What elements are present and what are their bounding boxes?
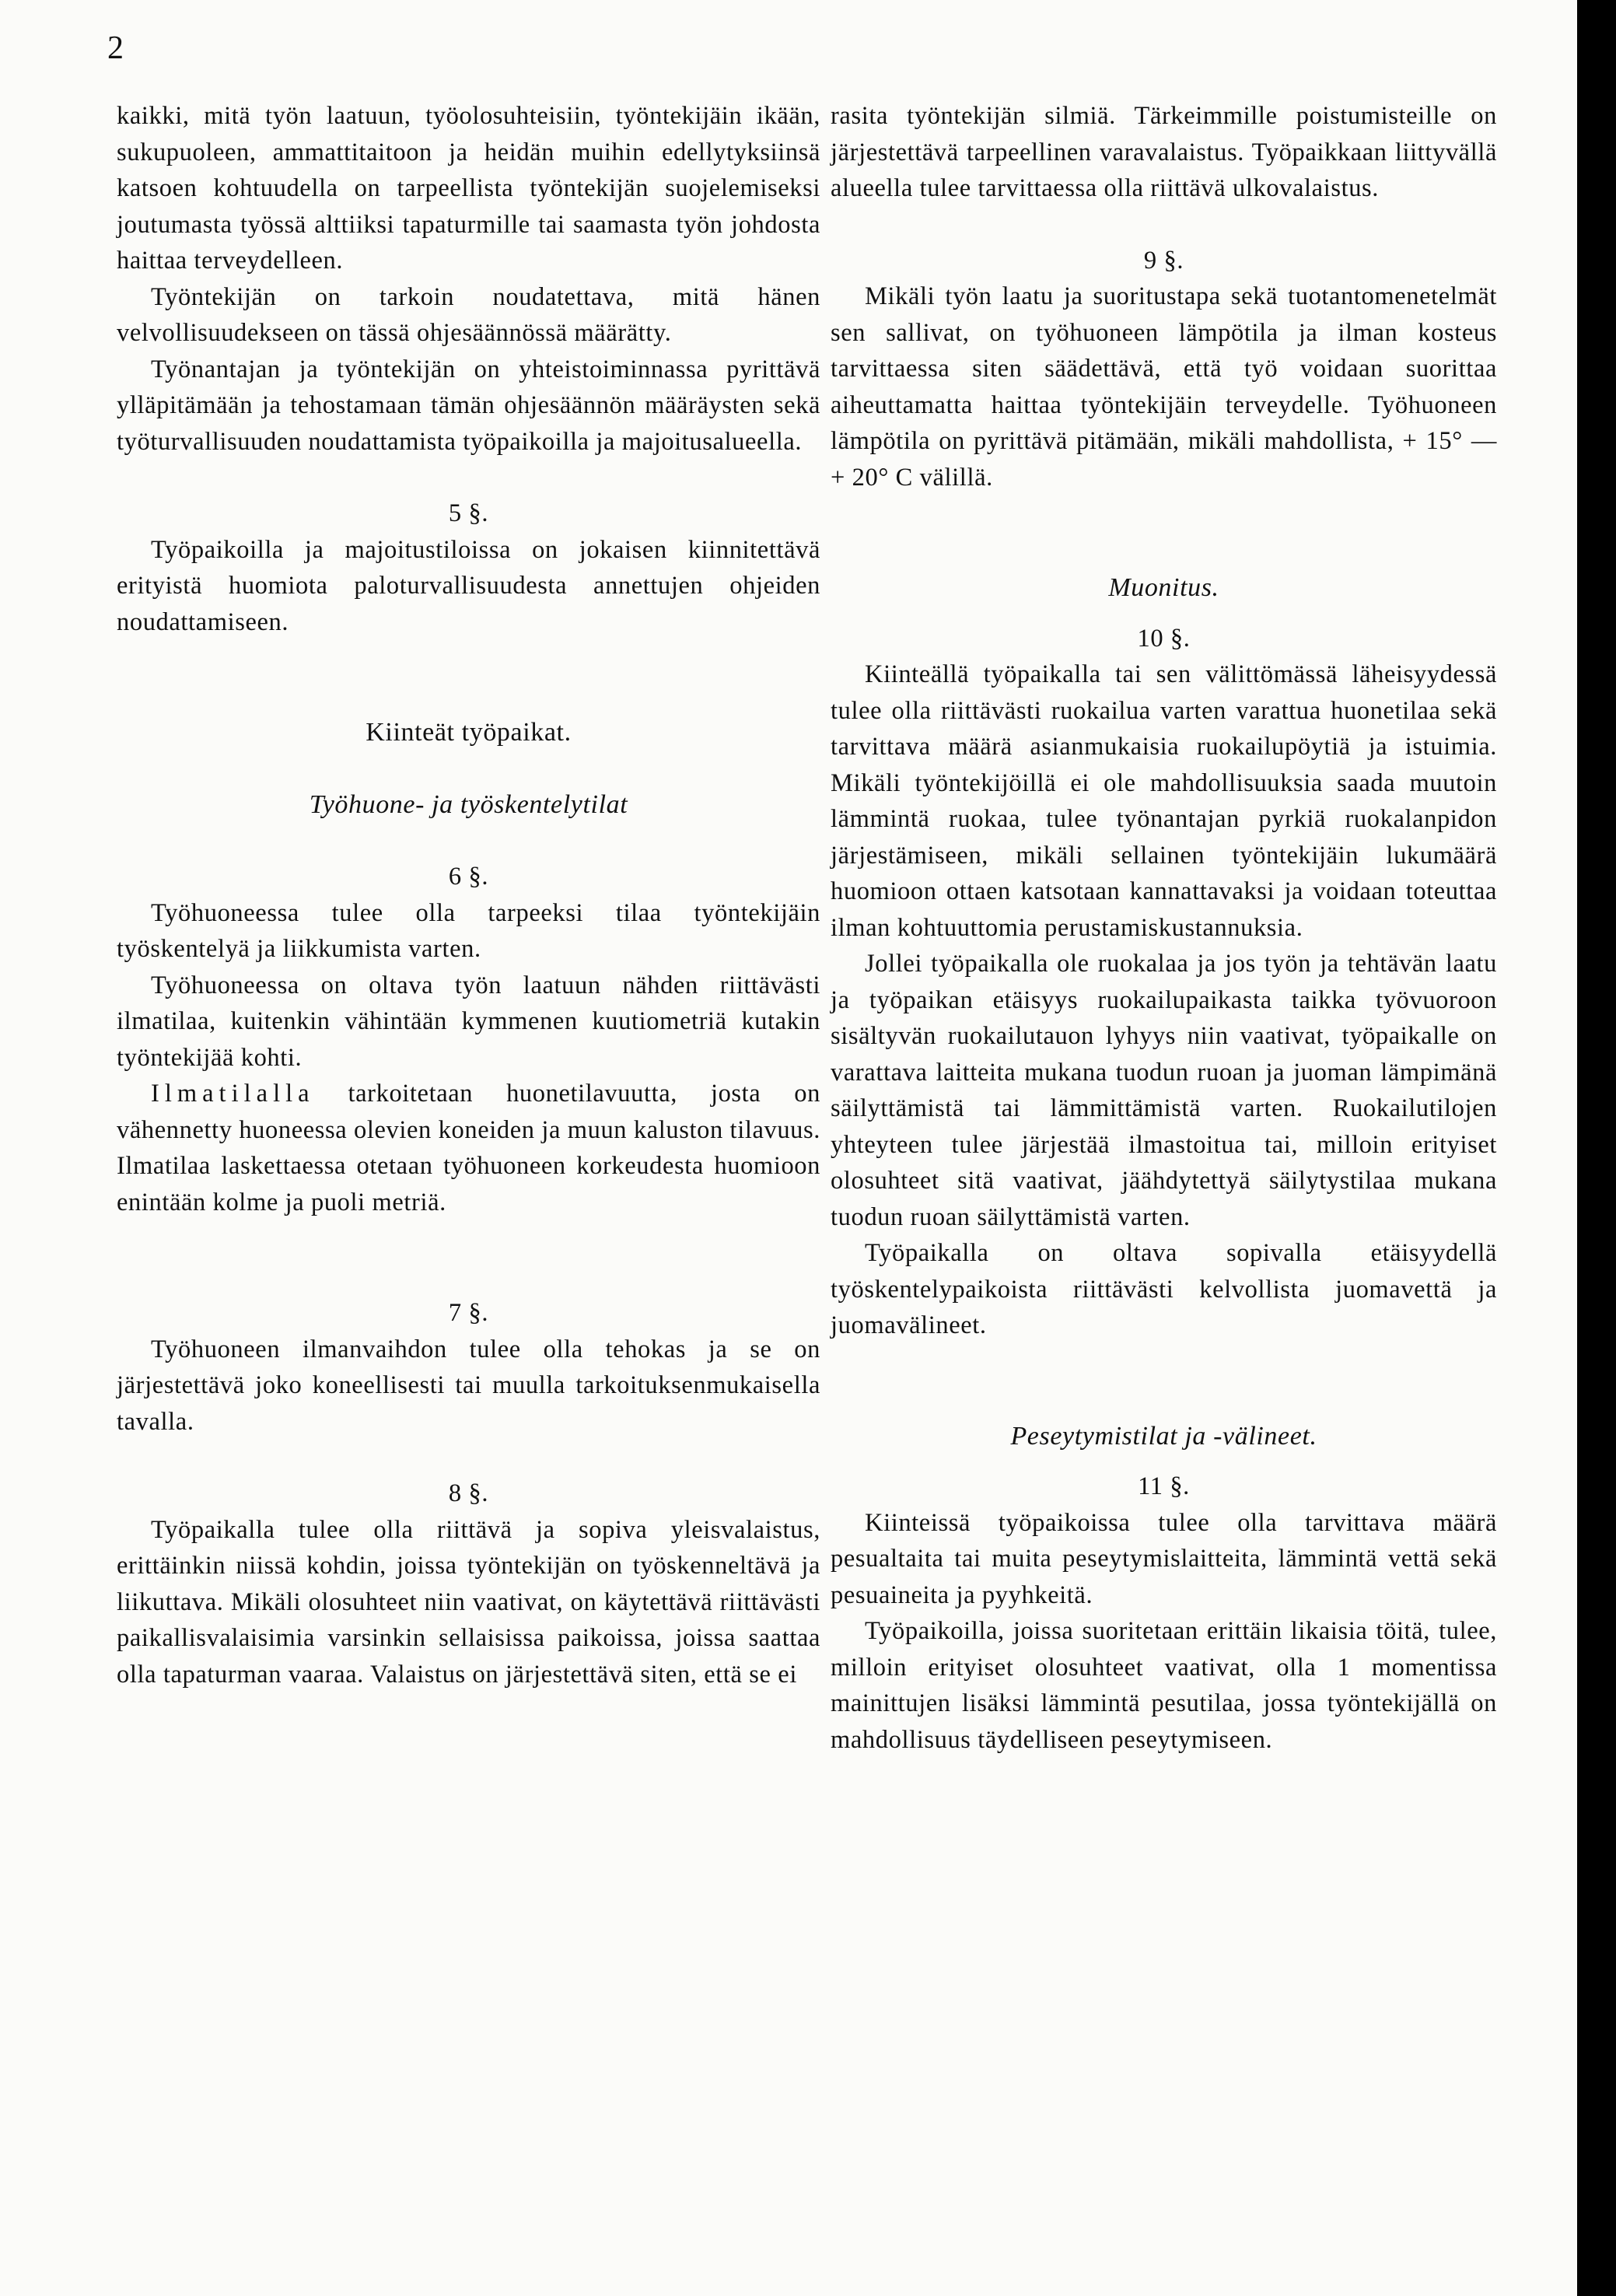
paragraph: Työntekijän on tarkoin noudatettava, mitä hänen velvollisuudekseen on tässä ohjesäännössä määrätty. [117, 282, 820, 347]
sub-heading: Peseytymistilat ja -välineet. [1010, 1421, 1317, 1451]
section-heading: Kiinteät työpaikat. [366, 718, 572, 747]
section-number: 6 §. [448, 863, 489, 891]
section-number: 9 §. [1143, 246, 1184, 275]
paragraph: Työnantajan ja työntekijän on yhteistoiminnassa pyrittävä ylläpitämään ja tehostamaan tämän ohjesäännön määräysten sekä työturvallisuuden noudattamista työpaikoilla ja majoitusalueella. [117, 355, 820, 456]
paragraph: Kiinteissä työpaikoissa tulee olla tarvittava määrä pesualtaita tai muita peseytymislaitteita, lämmintä vettä sekä pesuaineita ja pyyhkeitä. [831, 1508, 1497, 1609]
paragraph [117, 1076, 820, 1220]
paragraph: Työpaikalla tulee olla riittävä ja sopiva yleisvalaistus, erittäinkin niissä kohdin, joissa työntekijän on työskenneltävä ja liikuttava. Mikäli olosuhteet niin vaativat, on käytettävä riittävästi paikallisvalaisimia varsinkin sellaisissa paikoissa, joissa saattaa olla tapaturman vaaraa. Valaistus on järjestettävä siten, että se ei [117, 1515, 820, 1689]
paragraph: rasita työntekijän silmiä. Tärkeimmille poistumisteille on järjestettävä tarpeellinen varavalaistus. Työpaikkaan liittyvällä alueella tulee tarvittaessa olla riittävä ulkovalaistus. [831, 102, 1497, 202]
paragraph-text: tarkoitetaan huonetilavuutta, josta on vähennetty huoneessa olevien koneiden ja muun kaluston tilavuus. Ilmatilaa laskettaessa otetaan työhuoneen korkeudesta huomioon enintään kolme ja puoli metriä. [117, 1080, 820, 1216]
paragraph: Työhuoneen ilmanvaihdon tulee olla tehokas ja se on järjestettävä joko koneellisesti tai muulla tarkoituksenmukaisella tavalla. [117, 1335, 820, 1436]
paragraph: Työpaikoilla, joissa suoritetaan erittäin likaisia töitä, tulee, milloin erityiset olosuhteet vaativat, olla 1 momentissa mainittujen lisäksi lämmintä pesutilaa, jossa työntekijällä on mahdollisuus täydelliseen peseytymiseen. [831, 1617, 1497, 1754]
section-number: 5 §. [448, 499, 489, 527]
spaced-term: Ilmatilalla [151, 1080, 315, 1108]
section-number: 11 §. [1138, 1472, 1190, 1500]
paragraph: Työpaikoilla ja majoitustiloissa on jokaisen kiinnitettävä erityistä huomiota paloturvallisuudesta annettujen ohjeiden noudattamiseen. [117, 535, 820, 636]
paragraph: Kiinteällä työpaikalla tai sen välittömässä läheisyydessä tulee olla riittävästi ruokailua varten varattua huonetilaa sekä tarvittava määrä asianmukaisia ruokailupöytiä ja istuimia. Mikäli työntekijöillä ei ole mahdollisuuksia saada muutoin lämmintä ruokaa, tulee työnantajan pyrkiä ruokalanpidon järjestämiseen, mikäli sellainen työntekijäin lukumäärä huomioon ottaen katsotaan kannattavaksi ja voidaan toteuttaa ilman kohtuuttomia perustamiskustannuksia. [831, 660, 1497, 942]
sub-heading: Työhuone- ja työskentelytilat [309, 789, 628, 819]
section-number: 7 §. [448, 1299, 489, 1327]
left-column [117, 98, 820, 1692]
section-number: 8 §. [448, 1479, 489, 1507]
paragraph: kaikki, mitä työn laatuun, työolosuhteisiin, työntekijäin ikään, sukupuoleen, ammattitaitoon ja heidän muihin edellytyksiinsä katsoen kohtuudella on tarpeellista työntekijän suojelemiseksi joutumasta työssä alttiiksi tapaturmille tai saamasta työn johdosta haittaa terveydelleen. [117, 102, 820, 275]
section-number: 10 §. [1137, 624, 1191, 653]
right-column [831, 98, 1497, 1758]
paragraph: Jollei työpaikalla ole ruokalaa ja jos työn ja tehtävän laatu ja työpaikan etäisyys ruokailupaikasta taikka työvuoroon sisältyvän ruokailutauon lyhyys niin vaativat, työpaikalle on varattava laitteita mukana tuodun ruoan ja juoman lämpimänä säilyttämistä tai lämmittämistä varten. Ruokailutilojen yhteyteen tulee järjestää ilmastoitua tai, milloin erityiset olosuhteet sitä vaativat, jäähdytettyä säilytystilaa mukana tuodun ruoan säilyttämistä varten. [831, 950, 1497, 1231]
paragraph: Työhuoneessa tulee olla tarpeeksi tilaa työntekijäin työskentelyä ja liikkumista varten. [117, 898, 820, 963]
paragraph: Mikäli työn laatu ja suoritustapa sekä tuotantomenetelmät sen sallivat, on työhuoneen lämpötila ja ilman kosteus tarvittaessa siten säädettävä, että työ voidaan suorittaa aiheuttamatta haittaa työntekijäin terveydelle. Työhuoneen lämpötila on pyrittävä pitämään, mikäli mahdollista, + 15° — + 20° C välillä. [831, 282, 1497, 492]
paragraph: Työpaikalla on oltava sopivalla etäisyydellä työskentelypaikoista riittävästi kelvollista juomavettä ja juomavälineet. [831, 1239, 1497, 1339]
paragraph: Työhuoneessa on oltava työn laatuun nähden riittävästi ilmatilaa, kuitenkin vähintään kymmenen kuutiometriä kutakin työntekijää kohti. [117, 971, 820, 1072]
page-number: 2 [107, 30, 124, 66]
sub-heading: Muonitus. [1108, 573, 1219, 602]
